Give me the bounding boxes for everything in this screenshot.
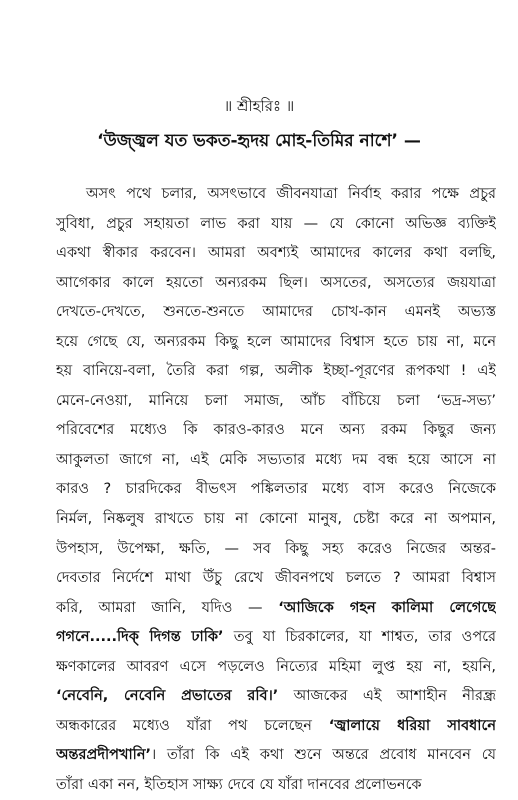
text-line [56,741,496,771]
text-segment: একথা স্বীকার করবেন। আমরা অবশ্যই আমাদের কালের কথা বলছি, [56,245,496,262]
text-segment: কারও ? চারদিকের বীভৎস পঙ্কিলতার মধ্যে বাস করেও নিজেকে [56,481,496,498]
epigraph-quote: ‘উজ্জ্বল যত ভকত-হৃদয় মোহ-তিমির নাশে’ — [97,131,421,151]
text-segment: । তাঁরা কি এই কথা শুনে অন্তরে প্রবোধ মানবেন যে [151,747,496,764]
quoted-verse: ‘নেবেনি, নেবেনি প্রভাতের রবি।’ [56,688,279,705]
text-segment: আকুলতা জাগে না, এই মেকি সভ্যতার মধ্যে দম বন্ধ হয়ে আসে না [56,451,496,468]
text-segment: ক্ষণকালের আবরণ এসে পড়লেও নিত্যের মহিমা লুপ্ত হয় না, হয়নি, [56,658,496,675]
text-line [56,387,496,417]
body-text [56,180,496,800]
quoted-verse: গগনে.....দিক্ দিগন্ত ঢাকি’ [56,629,224,646]
text-line [56,180,496,210]
text-segment: আগেকার কালে হয়তো অন্যরকম ছিল। অসতের, অসত্যের জয়যাত্রা [56,274,496,291]
text-line [56,623,496,653]
text-line [56,535,496,565]
text-segment: দেখতে-দেখতে, শুনতে-শুনতে আমাদের চোখ-কান এমনই অভ্যস্ত [56,304,496,321]
text-line [56,239,496,269]
text-line [56,328,496,358]
text-line [56,416,496,446]
text-segment: তবু যা চিরকালের, যা শাশ্বত, তার ওপরে [223,629,496,646]
text-segment: অসৎ পথে চলার, অসৎভাবে জীবনযাত্রা নির্বাহ করার পক্ষে প্রচুর [86,186,496,202]
text-segment: উপহাস, উপেক্ষা, ক্ষতি, — সব কিছু সহ্য করেও নিজের অন্তর- [56,540,496,557]
text-segment: করি, আমরা জানি, যদিও — [56,599,279,616]
text-line [56,357,496,387]
text-segment: নির্মল, নিষ্কলুষ রাখতে চায় না কোনো মানুষ, চেষ্টা করে না অপমান, [56,511,496,528]
text-line [56,771,496,800]
text-line [56,475,496,505]
text-line [56,269,496,299]
text-line [56,446,496,476]
text-segment: মেনে-নেওয়া, মানিয়ে চলা সমাজ, আঁচ বাঁচিয়ে চলা ‘ভদ্র-সভ্য’ [56,392,496,409]
text-segment: পরিবেশের মধ্যেও কি কারও-কারও মনে অন্য রকম কিছুর জন্য [56,422,496,439]
text-line [56,682,496,712]
text-line [56,564,496,594]
quoted-verse: ‘জ্বালায়ে ধরিয়া সাবধানে [328,717,496,734]
text-line [56,505,496,535]
text-line [56,210,496,240]
text-segment: সুবিধা, প্রচুর সহায়তা লাভ করা যায় — যে কোনো অভিজ্ঞ ব্যক্তিই [56,215,496,232]
text-line [56,712,496,742]
quoted-verse: অন্তরপ্রদীপখানি’ [56,747,151,764]
text-segment: অন্ধকারের মধ্যেও যাঁরা পথ চলেছেন [56,717,329,734]
text-segment: হয়ে গেছে যে, অন্যরকম কিছু হলে আমাদের বিশ্বাস হতে চায় না, মনে [56,333,496,350]
text-segment: হয় বানিয়ে-বলা, তৈরি করা গল্প, অলীক ইচ্ছা-পূরণের রূপকথা ! এই [56,363,496,380]
text-segment: তাঁরা একা নন, ইতিহাস সাক্ষ্য দেবে যে যাঁরা দানবের প্রলোভনকে [56,776,422,793]
text-line [56,594,496,624]
invocation-heading: ॥ শ্রীহরিঃ ॥ [223,97,295,115]
text-segment: আজকের এই আশাহীন নীরন্ধ্র [278,688,496,705]
text-line [56,653,496,683]
quoted-verse: ‘আজিকে গহন কালিমা লেগেছে [278,599,496,616]
text-line [56,298,496,328]
text-segment: দেবতার নির্দেশে মাথা উঁচু রেখে জীবনপথে চলতে ? আমরা বিশ্বাস [56,570,496,587]
